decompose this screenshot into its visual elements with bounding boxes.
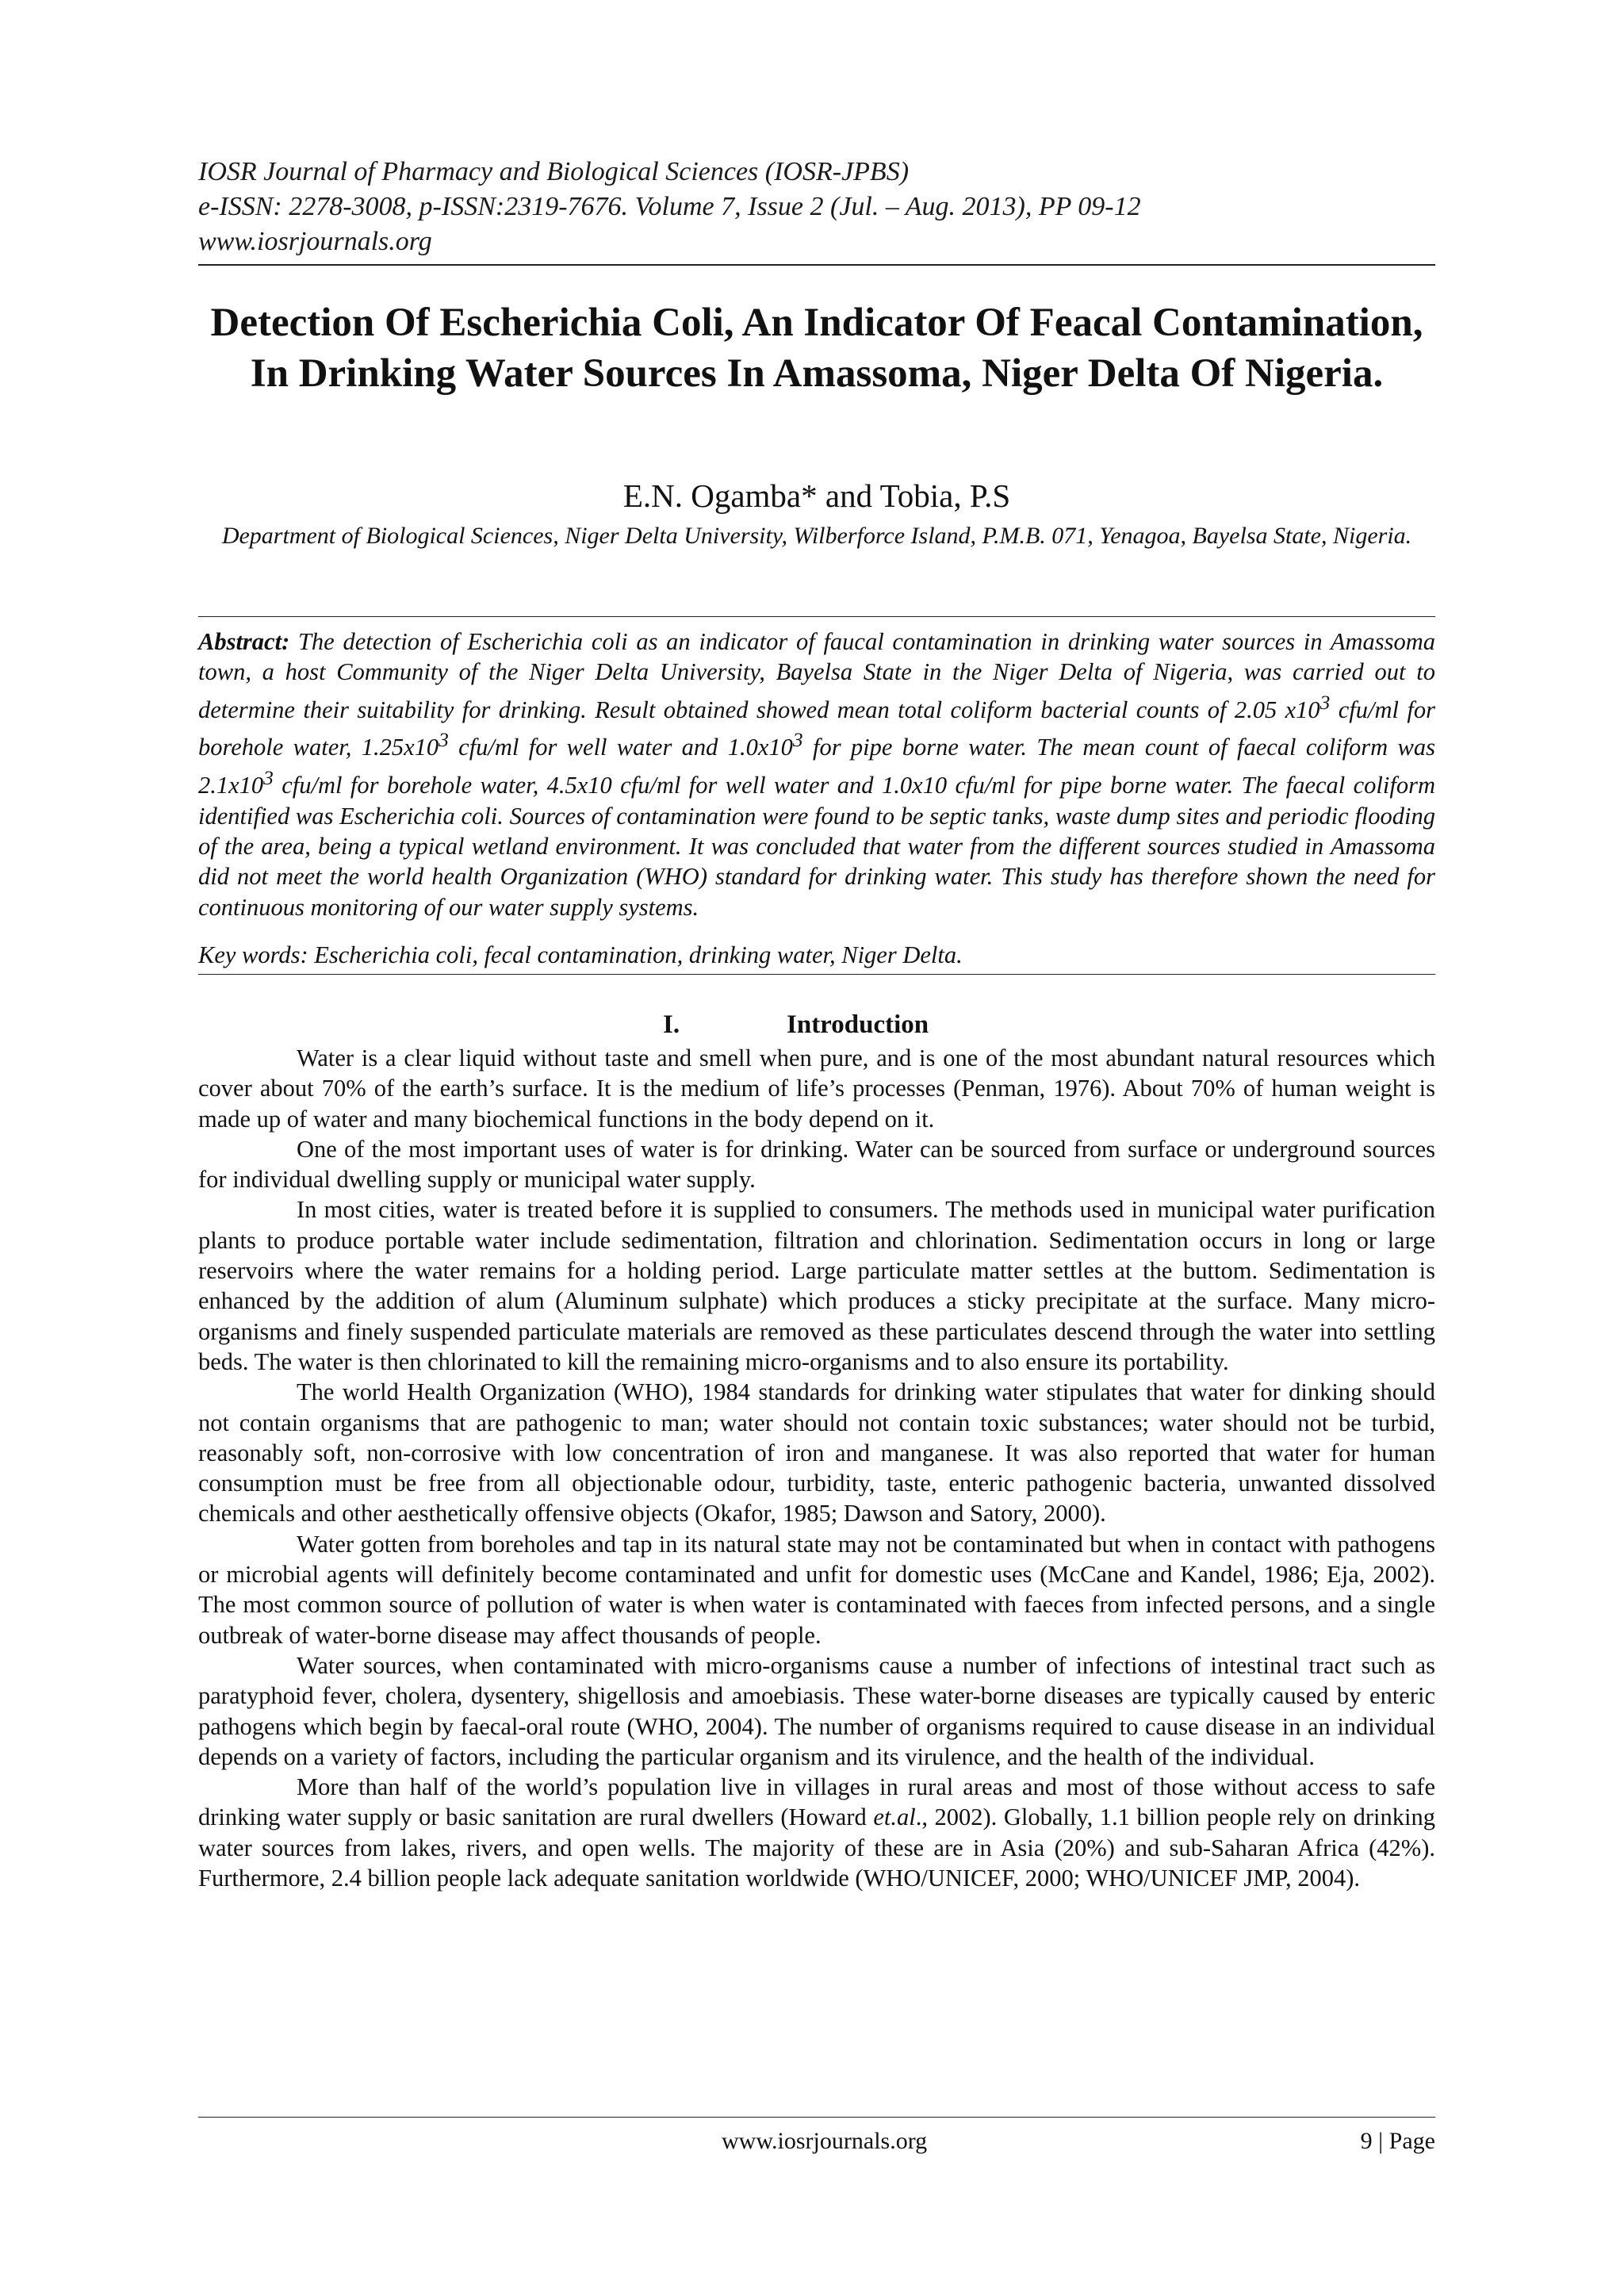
running-header	[198, 155, 1435, 259]
paragraph-text: More than half of the world’s population live in villages in rural areas and most of those without access to safe drinking water supply or basic sanitation are rural dwellers (Howard	[198, 1773, 1435, 1831]
page-number: 9 | Page	[1360, 2128, 1435, 2154]
superscript: 3	[439, 729, 449, 752]
paragraph-text: ., 2002). Globally, 1.1 billion people rely on drinking water sources from lakes, rivers, and open wells. The majority of these are in Asia (20%) and sub-Saharan Africa (42%). Furthermore, 2.4 billion people lack adequate sanitation worldwide (WHO/UNICEF, 2000; WHO/UNICEF JMP, 2004).	[198, 1803, 1435, 1892]
paragraph: The world Health Organization (WHO), 1984 standards for drinking water stipulates that water for dinking should not contain organisms that are pathogenic to man; water should not contain toxic substances; water should not be turbid, reasonably soft, non-corrosive with low concentration of iron and manganese. It was also reported that water for human consumption must be free from all objectionable odour, turbidity, taste, enteric pathogenic bacteria, unwanted dissolved chemicals and other aesthetically offensive objects (Okafor, 1985; Dawson and Satory, 2000).	[198, 1378, 1435, 1527]
abstract-text: for pipe borne water. The mean count of faecal coliform was 2.1x10	[198, 734, 1436, 799]
section-number: I.	[663, 1010, 680, 1039]
paragraph	[198, 1772, 1435, 1893]
article-title: Detection Of Escherichia Coli, An Indicator Of Feacal Contamination, In Drinking Water Sources In Amassoma, Niger Delta Of Nigeria.	[210, 301, 1423, 396]
superscript: 3	[792, 729, 803, 752]
paragraph: One of the most important uses of water is for drinking. Water can be sourced from surface or underground sources for individual dwelling supply or municipal water supply.	[198, 1135, 1435, 1194]
affiliation: Department of Biological Sciences, Niger Delta University, Wilberforce Island, P.M.B. 071, Yenagoa, Bayelsa State, Nigeria.	[221, 523, 1412, 549]
paragraph: Water sources, when contaminated with micro-organisms cause a number of infections of intestinal tract such as paratyphoid fever, cholera, dysentery, shigellosis and amoebiasis. These water-borne diseases are typically caused by enteric pathogens which begin by faecal-oral route (WHO, 2004). The number of organisms required to cause disease in an individual depends on a variety of factors, including the particular organism and its virulence, and the health of the individual.	[198, 1651, 1435, 1770]
authors: E.N. Ogamba* and Tobia, P.S	[622, 477, 1011, 514]
abstract-bottom-rule	[198, 974, 1435, 975]
abstract-text: cfu/ml for well water and 1.0x10	[448, 734, 793, 761]
keywords: Key words: Escherichia coli, fecal contamination, drinking water, Niger Delta.	[198, 941, 963, 968]
header-rule	[198, 264, 1435, 266]
abstract	[198, 627, 1435, 922]
abstract-label: Abstract:	[198, 628, 290, 655]
footer-rule	[198, 2117, 1435, 2118]
superscript: 3	[263, 766, 274, 789]
abstract-text: The detection of Escherichia coli as an indicator of faucal contamination in drinking water sources in Amassoma town, a host Community of the Niger Delta University, Bayelsa State in the Niger Delta of Nigeria, was carried out to determine their suitability for drinking. Result obtained showed mean total coliform bacterial counts of 2.05 x10	[198, 628, 1435, 723]
italic-text: et.al	[873, 1803, 916, 1831]
page-footer	[198, 2125, 1435, 2160]
body-text	[198, 1043, 1435, 1893]
paragraph: Water gotten from boreholes and tap in its natural state may not be contaminated but when in contact with pathogens or microbial agents will definitely become contaminated and unfit for domestic uses (McCane and Kandel, 1986; Eja, 2002). The most common source of pollution of water is when water is contaminated with faeces from infected persons, and a single outbreak of water-borne disease may affect thousands of people.	[198, 1530, 1435, 1649]
abstract-text: cfu/ml for borehole water, 1.25x10	[198, 696, 1435, 761]
footer-url[interactable]: www.iosrjournals.org	[722, 2128, 928, 2154]
journal-name: IOSR Journal of Pharmacy and Biological Sciences (IOSR-JPBS)	[198, 157, 910, 186]
journal-url[interactable]: www.iosrjournals.org	[198, 227, 432, 256]
abstract-text: cfu/ml for borehole water, 4.5x10 cfu/ml for well water and 1.0x10 cfu/ml for pipe borne water. The faecal coliform identified was Escherichia coli. Sources of contamination were found to be septic tanks, waste dump sites and periodic flooding of the area, being a typical wetland environment. It was concluded that water from the different sources studied in Amassoma did not meet the world health Organization (WHO) standard for drinking water. This study has therefore shown the need for continuous monitoring of our water supply systems.	[198, 772, 1435, 921]
issn-line: e-ISSN: 2278-3008, p-ISSN:2319-7676. Volume 7, Issue 2 (Jul. – Aug. 2013), PP 09-12	[198, 192, 1141, 221]
section-title: Introduction	[787, 1010, 929, 1039]
paragraph: Water is a clear liquid without taste and smell when pure, and is one of the most abundant natural resources which cover about 70% of the earth’s surface. It is the medium of life’s processes (Penman, 1976). About 70% of human weight is made up of water and many biochemical functions in the body depend on it.	[198, 1045, 1435, 1133]
abstract-top-rule	[198, 616, 1435, 617]
superscript: 3	[1320, 691, 1331, 714]
paragraph: In most cities, water is treated before it is supplied to consumers. The methods used in municipal water purification plants to produce portable water include sedimentation, filtration and chlorination. Sedimentation occurs in long or large reservoirs where the water remains for a holding period. Large particulate matter settles at the buttom. Sedimentation is enhanced by the addition of alum (Aluminum sulphate) which produces a sticky precipitate at the surface. Many micro-organisms and finely suspended particulate materials are removed as these particulates descend through the water into settling beds. The water is then chlorinated to kill the remaining micro-organisms and to also ensure its portability.	[198, 1196, 1435, 1375]
